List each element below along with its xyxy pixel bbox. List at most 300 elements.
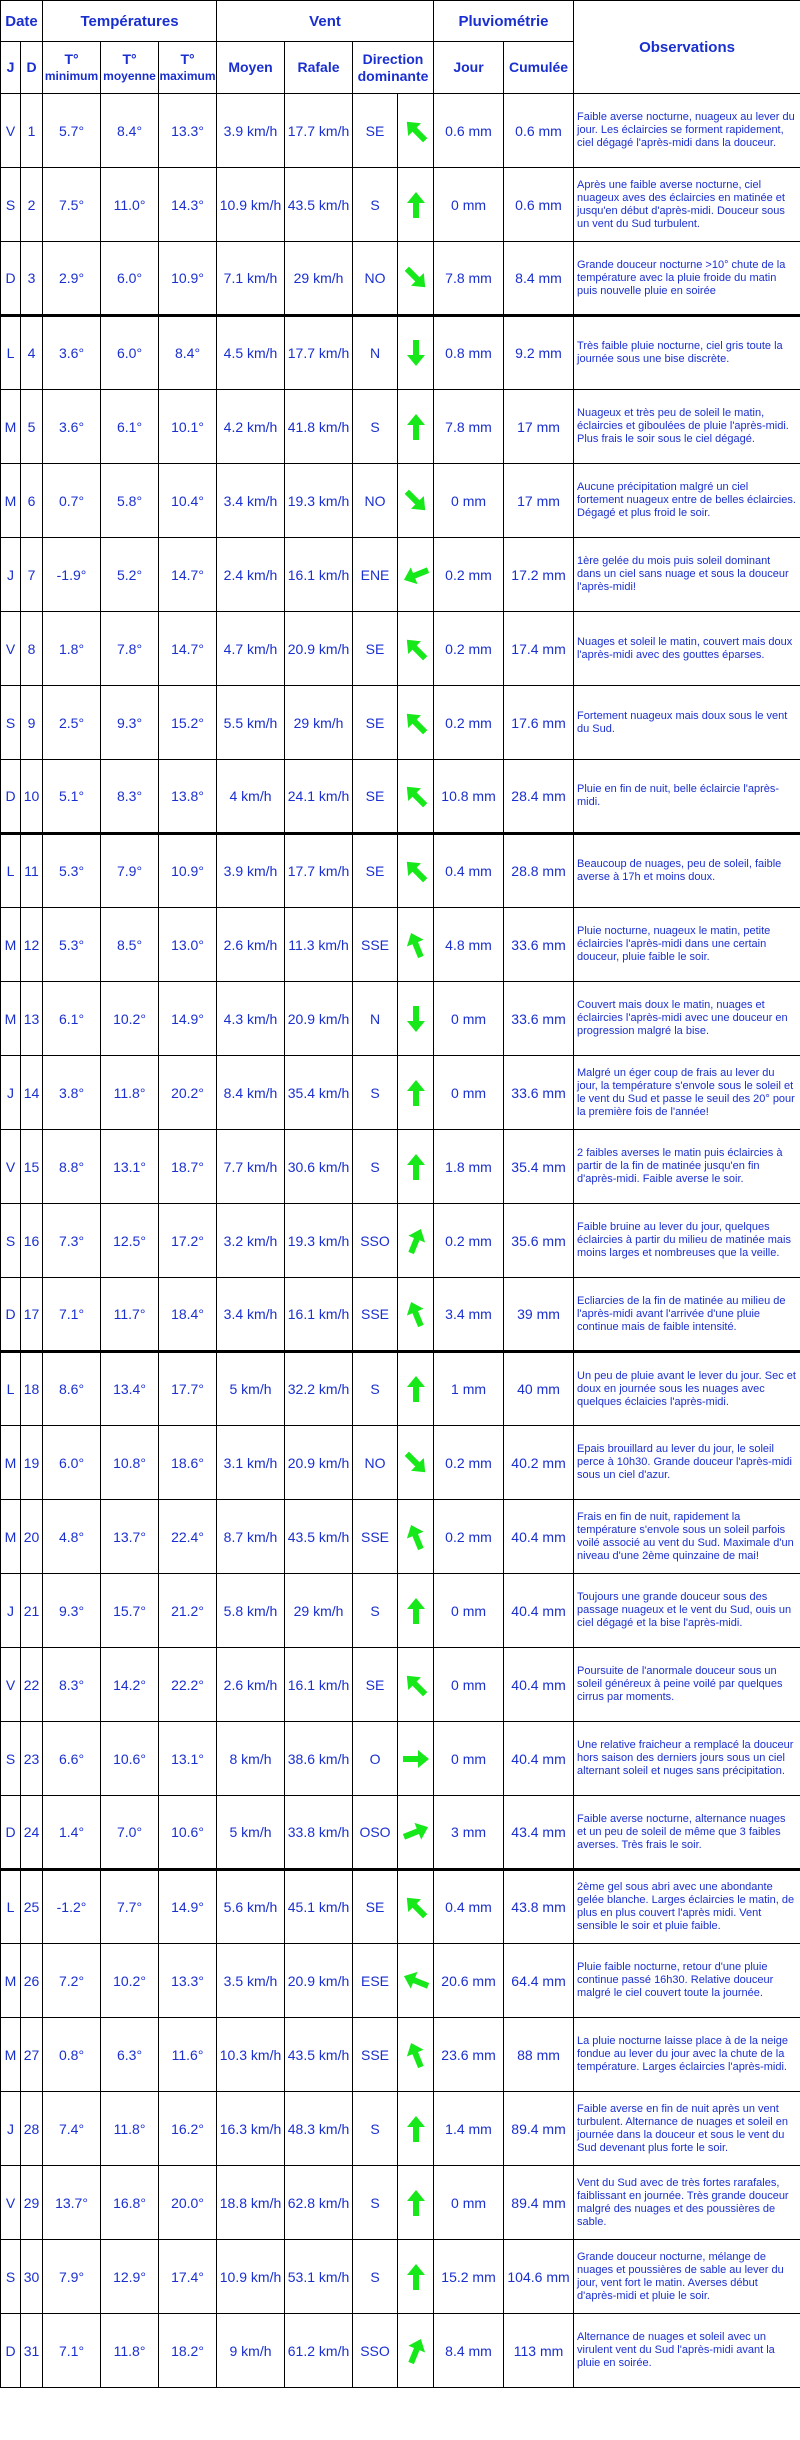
wind-dir-cell: SSE: [353, 2018, 398, 2092]
tmax-cell: 14.9°: [159, 1870, 217, 1944]
wind-arrow-cell: [398, 464, 434, 538]
wind-arrow-cell: [398, 390, 434, 464]
tmin-cell: 4.8°: [43, 1500, 101, 1574]
wind-dir-cell: N: [353, 982, 398, 1056]
day-number-cell: 14: [21, 1056, 43, 1130]
wind-dir-cell: SSE: [353, 1500, 398, 1574]
header-date: Date: [1, 1, 43, 42]
tmin-cell: 6.1°: [43, 982, 101, 1056]
rain-day-cell: 0 mm: [434, 2166, 504, 2240]
wind-avg-cell: 5.6 km/h: [217, 1870, 285, 1944]
observation-cell: Nuages et soleil le matin, couvert mais doux l'après-midi avec des gouttes éparses.: [574, 612, 800, 686]
observation-cell: Faible bruine au lever du jour, quelques éclaircies à partir du milieu de matinée mais moins larges et nombreuses que la veille.: [574, 1204, 800, 1278]
table-row: [1, 982, 800, 1056]
wind-arrow-cell: [398, 1278, 434, 1352]
tavg-cell: 8.5°: [101, 908, 159, 982]
wind-arrow-cell: [398, 1426, 434, 1500]
day-number-cell: 6: [21, 464, 43, 538]
rain-day-cell: 0 mm: [434, 168, 504, 242]
tmax-cell: 11.6°: [159, 2018, 217, 2092]
header-rain-day: Jour: [434, 42, 504, 94]
observation-cell: Poursuite de l'anormale douceur sous un soleil généreux à peine voilé par quelques cirrus par moments.: [574, 1648, 800, 1722]
arrow-n-icon: [403, 2114, 429, 2144]
table-row: [1, 94, 800, 168]
rain-cum-cell: 0.6 mm: [504, 168, 574, 242]
arrow-nw-icon: [403, 1892, 429, 1922]
wind-gust-cell: 17.7 km/h: [285, 316, 353, 390]
wind-arrow-cell: [398, 686, 434, 760]
day-number-cell: 10: [21, 760, 43, 834]
wind-dir-cell: OSO: [353, 1796, 398, 1870]
tmax-cell: 22.4°: [159, 1500, 217, 1574]
wind-gust-cell: 48.3 km/h: [285, 2092, 353, 2166]
tmax-cell: 14.9°: [159, 982, 217, 1056]
tavg-cell: 11.0°: [101, 168, 159, 242]
tavg-cell: 10.6°: [101, 1722, 159, 1796]
wind-gust-cell: 38.6 km/h: [285, 1722, 353, 1796]
day-number-cell: 5: [21, 390, 43, 464]
tavg-cell: 11.8°: [101, 1056, 159, 1130]
day-letter-cell: L: [1, 834, 21, 908]
observation-cell: Malgré un éger coup de frais au lever du jour, la température s'envole sous le soleil et le vent du Sud et passe le seuil des 20° pour la première fois de l'année!: [574, 1056, 800, 1130]
tavg-cell: 5.8°: [101, 464, 159, 538]
wind-gust-cell: 33.8 km/h: [285, 1796, 353, 1870]
tmax-cell: 20.0°: [159, 2166, 217, 2240]
wind-arrow-cell: [398, 834, 434, 908]
tmax-cell: 17.7°: [159, 1352, 217, 1426]
day-number-cell: 16: [21, 1204, 43, 1278]
table-row: [1, 1352, 800, 1426]
tmin-cell: -1.9°: [43, 538, 101, 612]
tmin-cell: 13.7°: [43, 2166, 101, 2240]
rain-day-cell: 3 mm: [434, 1796, 504, 1870]
arrow-nw-icon: [403, 708, 429, 738]
observation-cell: Epais brouillard au lever du jour, le soleil perce à 10h30. Grande douceur l'après-midi sous un ciel d'azur.: [574, 1426, 800, 1500]
arrow-nw-icon: [403, 1670, 429, 1700]
arrow-s-icon: [403, 338, 429, 368]
observation-cell: Aucune précipitation malgré un ciel fortement nuageux entre de belles éclaircies. Dégagé et plus froid le soir.: [574, 464, 800, 538]
tmax-cell: 21.2°: [159, 1574, 217, 1648]
rain-day-cell: 0 mm: [434, 464, 504, 538]
header-rain: Pluviométrie: [434, 1, 574, 42]
tavg-cell: 8.4°: [101, 94, 159, 168]
observation-cell: Une relative fraicheur a remplacé la douceur hors saison des derniers jours sous un ciel alternant soleil et nuges sans précipitation.: [574, 1722, 800, 1796]
day-letter-cell: D: [1, 1278, 21, 1352]
day-letter-cell: S: [1, 168, 21, 242]
observation-cell: Faible averse nocturne, nuageux au lever du jour. Les éclaircies se forment rapidement, ciel dégagé l'après-midi dans la douceur.: [574, 94, 800, 168]
rain-cum-cell: 40.4 mm: [504, 1574, 574, 1648]
arrow-nw-icon: [403, 116, 429, 146]
tmax-cell: 17.2°: [159, 1204, 217, 1278]
wind-avg-cell: 3.9 km/h: [217, 834, 285, 908]
day-letter-cell: L: [1, 1352, 21, 1426]
rain-day-cell: 1.4 mm: [434, 2092, 504, 2166]
rain-cum-cell: 33.6 mm: [504, 908, 574, 982]
rain-cum-cell: 40.2 mm: [504, 1426, 574, 1500]
tmax-cell: 13.1°: [159, 1722, 217, 1796]
wind-avg-cell: 18.8 km/h: [217, 2166, 285, 2240]
rain-cum-cell: 35.4 mm: [504, 1130, 574, 1204]
table-body: [1, 94, 800, 2388]
wind-avg-cell: 2.6 km/h: [217, 1648, 285, 1722]
day-number-cell: 11: [21, 834, 43, 908]
table-row: [1, 1574, 800, 1648]
wind-dir-cell: S: [353, 2166, 398, 2240]
header-wind-gust: Rafale: [285, 42, 353, 94]
rain-day-cell: 8.4 mm: [434, 2314, 504, 2388]
wind-gust-cell: 20.9 km/h: [285, 612, 353, 686]
rain-cum-cell: 28.4 mm: [504, 760, 574, 834]
header-day-number: D: [21, 42, 43, 94]
wind-avg-cell: 4.5 km/h: [217, 316, 285, 390]
tmin-cell: 7.9°: [43, 2240, 101, 2314]
wind-arrow-cell: [398, 94, 434, 168]
tavg-cell: 13.1°: [101, 1130, 159, 1204]
table-row: [1, 538, 800, 612]
table-row: [1, 464, 800, 538]
arrow-nnw-icon: [403, 1299, 429, 1329]
day-number-cell: 27: [21, 2018, 43, 2092]
wind-gust-cell: 62.8 km/h: [285, 2166, 353, 2240]
tavg-cell: 5.2°: [101, 538, 159, 612]
tmax-cell: 10.6°: [159, 1796, 217, 1870]
tmin-cell: 7.3°: [43, 1204, 101, 1278]
tavg-cell: 9.3°: [101, 686, 159, 760]
wind-dir-cell: NO: [353, 464, 398, 538]
tmin-cell: 3.6°: [43, 390, 101, 464]
wind-arrow-cell: [398, 2092, 434, 2166]
wind-avg-cell: 8.7 km/h: [217, 1500, 285, 1574]
table-row: [1, 1426, 800, 1500]
tmin-cell: 5.3°: [43, 834, 101, 908]
tmax-cell: 10.9°: [159, 242, 217, 316]
wind-dir-cell: S: [353, 1130, 398, 1204]
rain-day-cell: 0 mm: [434, 982, 504, 1056]
wind-avg-cell: 7.1 km/h: [217, 242, 285, 316]
rain-day-cell: 1.8 mm: [434, 1130, 504, 1204]
tavg-cell: 11.7°: [101, 1278, 159, 1352]
day-letter-cell: J: [1, 1574, 21, 1648]
table-row: [1, 2314, 800, 2388]
wind-avg-cell: 5 km/h: [217, 1352, 285, 1426]
tavg-cell: 12.5°: [101, 1204, 159, 1278]
header-wind-avg: Moyen: [217, 42, 285, 94]
tmin-cell: 1.4°: [43, 1796, 101, 1870]
tmin-cell: 0.7°: [43, 464, 101, 538]
wind-gust-cell: 19.3 km/h: [285, 1204, 353, 1278]
tavg-cell: 7.7°: [101, 1870, 159, 1944]
observation-cell: Toujours une grande douceur sous des passage nuageux et le vent du Sud, ouis un ciel dégagé et la bise l'après-midi.: [574, 1574, 800, 1648]
day-number-cell: 26: [21, 1944, 43, 2018]
arrow-wnw-icon: [403, 1966, 429, 1996]
day-letter-cell: M: [1, 1500, 21, 1574]
observation-cell: Frais en fin de nuit, rapidement la température s'envole sous un soleil parfois voilé associé au vent du Sud. Maximale d'un niveau d'une 2ème quinzaine de mai!: [574, 1500, 800, 1574]
tmin-cell: 7.1°: [43, 1278, 101, 1352]
rain-cum-cell: 35.6 mm: [504, 1204, 574, 1278]
wind-arrow-cell: [398, 982, 434, 1056]
rain-cum-cell: 9.2 mm: [504, 316, 574, 390]
tmax-cell: 13.3°: [159, 1944, 217, 2018]
tmax-cell: 18.2°: [159, 2314, 217, 2388]
rain-day-cell: 0.2 mm: [434, 612, 504, 686]
tmin-cell: 3.8°: [43, 1056, 101, 1130]
table-row: [1, 316, 800, 390]
wind-gust-cell: 17.7 km/h: [285, 94, 353, 168]
tavg-cell: 16.8°: [101, 2166, 159, 2240]
header-tmin-top: T°: [64, 50, 79, 67]
wind-avg-cell: 3.1 km/h: [217, 1426, 285, 1500]
wind-dir-cell: S: [353, 1056, 398, 1130]
tavg-cell: 8.3°: [101, 760, 159, 834]
tmin-cell: 2.9°: [43, 242, 101, 316]
observation-cell: Ecliarcies de la fin de matinée au milieu de l'après-midi avant l'arrivée d'une pluie continue mais de faible intensité.: [574, 1278, 800, 1352]
table-row: [1, 2018, 800, 2092]
wind-dir-cell: S: [353, 168, 398, 242]
wind-arrow-cell: [398, 1204, 434, 1278]
day-letter-cell: D: [1, 1796, 21, 1870]
day-letter-cell: L: [1, 1870, 21, 1944]
wind-dir-cell: ESE: [353, 1944, 398, 2018]
rain-cum-cell: 43.4 mm: [504, 1796, 574, 1870]
day-letter-cell: M: [1, 982, 21, 1056]
arrow-nw-icon: [403, 781, 429, 811]
rain-day-cell: 0.2 mm: [434, 686, 504, 760]
header-tavg: [101, 42, 159, 94]
tmax-cell: 13.8°: [159, 760, 217, 834]
table-row: [1, 1056, 800, 1130]
tmax-cell: 16.2°: [159, 2092, 217, 2166]
tmax-cell: 8.4°: [159, 316, 217, 390]
day-letter-cell: V: [1, 2166, 21, 2240]
arrow-se-icon: [403, 486, 429, 516]
wind-dir-cell: SE: [353, 686, 398, 760]
day-number-cell: 23: [21, 1722, 43, 1796]
header-wind: Vent: [217, 1, 434, 42]
header-day-letter: J: [1, 42, 21, 94]
rain-cum-cell: 40.4 mm: [504, 1648, 574, 1722]
wind-arrow-cell: [398, 1352, 434, 1426]
table-row: [1, 612, 800, 686]
tavg-cell: 7.8°: [101, 612, 159, 686]
wind-gust-cell: 16.1 km/h: [285, 1278, 353, 1352]
wind-avg-cell: 3.5 km/h: [217, 1944, 285, 2018]
tmin-cell: 9.3°: [43, 1574, 101, 1648]
wind-gust-cell: 32.2 km/h: [285, 1352, 353, 1426]
arrow-se-icon: [403, 1448, 429, 1478]
day-number-cell: 31: [21, 2314, 43, 2388]
day-letter-cell: V: [1, 612, 21, 686]
wind-dir-cell: O: [353, 1722, 398, 1796]
day-letter-cell: M: [1, 1944, 21, 2018]
arrow-nnw-icon: [403, 2040, 429, 2070]
wind-avg-cell: 3.4 km/h: [217, 1278, 285, 1352]
wind-dir-cell: SE: [353, 760, 398, 834]
tmin-cell: 0.8°: [43, 2018, 101, 2092]
wind-arrow-cell: [398, 612, 434, 686]
arrow-n-icon: [403, 1596, 429, 1626]
table-row: [1, 2240, 800, 2314]
wind-gust-cell: 24.1 km/h: [285, 760, 353, 834]
wind-gust-cell: 11.3 km/h: [285, 908, 353, 982]
wind-avg-cell: 10.9 km/h: [217, 168, 285, 242]
tmin-cell: 7.2°: [43, 1944, 101, 2018]
arrow-nne-icon: [403, 2336, 429, 2366]
tmax-cell: 20.2°: [159, 1056, 217, 1130]
table-row: [1, 2092, 800, 2166]
table-row: [1, 1722, 800, 1796]
table-row: [1, 1278, 800, 1352]
wind-arrow-cell: [398, 538, 434, 612]
observation-cell: Pluie faible nocturne, retour d'une pluie continue passé 16h30. Relative douceur malgré le ciel couvert toute la journée.: [574, 1944, 800, 2018]
arrow-n-icon: [403, 190, 429, 220]
rain-cum-cell: 17 mm: [504, 390, 574, 464]
rain-cum-cell: 104.6 mm: [504, 2240, 574, 2314]
header-wind-dir: Direction dominante: [353, 42, 434, 94]
tmin-cell: 7.1°: [43, 2314, 101, 2388]
arrow-nne-icon: [403, 1226, 429, 1256]
tmin-cell: 8.3°: [43, 1648, 101, 1722]
observation-cell: La pluie nocturne laisse place à de la neige fondue au lever du jour avec la chute de la température. Larges éclaircies l'après-midi.: [574, 2018, 800, 2092]
arrow-n-icon: [403, 412, 429, 442]
day-number-cell: 30: [21, 2240, 43, 2314]
rain-day-cell: 0.2 mm: [434, 1204, 504, 1278]
tmax-cell: 22.2°: [159, 1648, 217, 1722]
wind-arrow-cell: [398, 1648, 434, 1722]
wind-gust-cell: 16.1 km/h: [285, 1648, 353, 1722]
header-tmax-top: T°: [180, 50, 195, 67]
rain-day-cell: 10.8 mm: [434, 760, 504, 834]
wind-dir-cell: S: [353, 2092, 398, 2166]
wind-dir-cell: NO: [353, 242, 398, 316]
wind-arrow-cell: [398, 760, 434, 834]
day-letter-cell: S: [1, 1204, 21, 1278]
table-row: [1, 1500, 800, 1574]
observation-cell: Faible averse en fin de nuit après un vent turbulent. Alternance de nuages et soleil en journée dans la douceur et sous le vent du Sud devenant plus forte le soir.: [574, 2092, 800, 2166]
rain-day-cell: 0 mm: [434, 1648, 504, 1722]
wind-avg-cell: 10.9 km/h: [217, 2240, 285, 2314]
wind-gust-cell: 43.5 km/h: [285, 2018, 353, 2092]
wind-gust-cell: 30.6 km/h: [285, 1130, 353, 1204]
day-letter-cell: J: [1, 1056, 21, 1130]
day-number-cell: 21: [21, 1574, 43, 1648]
observation-cell: Nuageux et très peu de soleil le matin, éclaircies et giboulées de pluie l'après-midi. Plus frais le soir sous le ciel dégagé.: [574, 390, 800, 464]
wind-dir-cell: S: [353, 2240, 398, 2314]
arrow-n-icon: [403, 1152, 429, 1182]
header-temperatures: Températures: [43, 1, 217, 42]
day-letter-cell: M: [1, 464, 21, 538]
wind-arrow-cell: [398, 316, 434, 390]
rain-cum-cell: 40 mm: [504, 1352, 574, 1426]
day-number-cell: 20: [21, 1500, 43, 1574]
tavg-cell: 11.8°: [101, 2092, 159, 2166]
table-row: [1, 1204, 800, 1278]
day-number-cell: 19: [21, 1426, 43, 1500]
wind-gust-cell: 45.1 km/h: [285, 1870, 353, 1944]
tmax-cell: 14.7°: [159, 538, 217, 612]
tmin-cell: 2.5°: [43, 686, 101, 760]
table-row: [1, 1648, 800, 1722]
rain-day-cell: 0.2 mm: [434, 538, 504, 612]
rain-cum-cell: 64.4 mm: [504, 1944, 574, 2018]
wind-gust-cell: 61.2 km/h: [285, 2314, 353, 2388]
day-number-cell: 3: [21, 242, 43, 316]
tmax-cell: 14.3°: [159, 168, 217, 242]
day-letter-cell: M: [1, 908, 21, 982]
wind-dir-cell: NO: [353, 1426, 398, 1500]
tmin-cell: 7.4°: [43, 2092, 101, 2166]
wind-arrow-cell: [398, 1796, 434, 1870]
table-row: [1, 168, 800, 242]
wind-avg-cell: 3.2 km/h: [217, 1204, 285, 1278]
rain-day-cell: 0.8 mm: [434, 316, 504, 390]
tavg-cell: 6.0°: [101, 242, 159, 316]
day-letter-cell: D: [1, 760, 21, 834]
rain-cum-cell: 17 mm: [504, 464, 574, 538]
rain-day-cell: 0 mm: [434, 1722, 504, 1796]
wind-arrow-cell: [398, 242, 434, 316]
header-tavg-sub: moyenne: [103, 68, 156, 83]
tmin-cell: 3.6°: [43, 316, 101, 390]
rain-cum-cell: 113 mm: [504, 2314, 574, 2388]
tmin-cell: 5.7°: [43, 94, 101, 168]
rain-cum-cell: 0.6 mm: [504, 94, 574, 168]
rain-cum-cell: 40.4 mm: [504, 1500, 574, 1574]
rain-cum-cell: 39 mm: [504, 1278, 574, 1352]
tavg-cell: 10.2°: [101, 982, 159, 1056]
observation-cell: Vent du Sud avec de très fortes rarafales, faiblissant en journée. Très grande douceur malgré des nuages et des poussières de sable.: [574, 2166, 800, 2240]
wind-avg-cell: 2.4 km/h: [217, 538, 285, 612]
table-row: [1, 2166, 800, 2240]
arrow-n-icon: [403, 1374, 429, 1404]
header-tmax: [159, 42, 217, 94]
rain-cum-cell: 88 mm: [504, 2018, 574, 2092]
observation-cell: Grande douceur nocturne >10° chute de la température avec la pluie froide du matin puis nouvelle pluie en soirée: [574, 242, 800, 316]
wind-gust-cell: 20.9 km/h: [285, 1426, 353, 1500]
rain-cum-cell: 17.2 mm: [504, 538, 574, 612]
wind-avg-cell: 16.3 km/h: [217, 2092, 285, 2166]
header-tmin-sub: minimum: [44, 68, 99, 83]
day-number-cell: 4: [21, 316, 43, 390]
day-number-cell: 15: [21, 1130, 43, 1204]
arrow-wsw-icon: [403, 560, 429, 590]
wind-gust-cell: 41.8 km/h: [285, 390, 353, 464]
header-tmin: [43, 42, 101, 94]
rain-cum-cell: 89.4 mm: [504, 2092, 574, 2166]
day-number-cell: 28: [21, 2092, 43, 2166]
wind-avg-cell: 4.3 km/h: [217, 982, 285, 1056]
wind-avg-cell: 4.2 km/h: [217, 390, 285, 464]
wind-dir-cell: SSE: [353, 908, 398, 982]
wind-gust-cell: 29 km/h: [285, 1574, 353, 1648]
tavg-cell: 13.4°: [101, 1352, 159, 1426]
wind-dir-cell: SE: [353, 612, 398, 686]
wind-avg-cell: 5.5 km/h: [217, 686, 285, 760]
day-letter-cell: V: [1, 1130, 21, 1204]
wind-dir-cell: SSE: [353, 1278, 398, 1352]
day-number-cell: 25: [21, 1870, 43, 1944]
day-number-cell: 18: [21, 1352, 43, 1426]
wind-avg-cell: 5 km/h: [217, 1796, 285, 1870]
day-letter-cell: V: [1, 94, 21, 168]
tavg-cell: 7.9°: [101, 834, 159, 908]
arrow-n-icon: [403, 2188, 429, 2218]
table-row: [1, 390, 800, 464]
day-letter-cell: S: [1, 686, 21, 760]
wind-gust-cell: 20.9 km/h: [285, 1944, 353, 2018]
tavg-cell: 13.7°: [101, 1500, 159, 1574]
observation-cell: 2ème gel sous abri avec une abondante gelée blanche. Larges éclaircies le matin, de plus en plus couvert l'après midi. Vent sensible le soir et pluie faible.: [574, 1870, 800, 1944]
wind-gust-cell: 19.3 km/h: [285, 464, 353, 538]
